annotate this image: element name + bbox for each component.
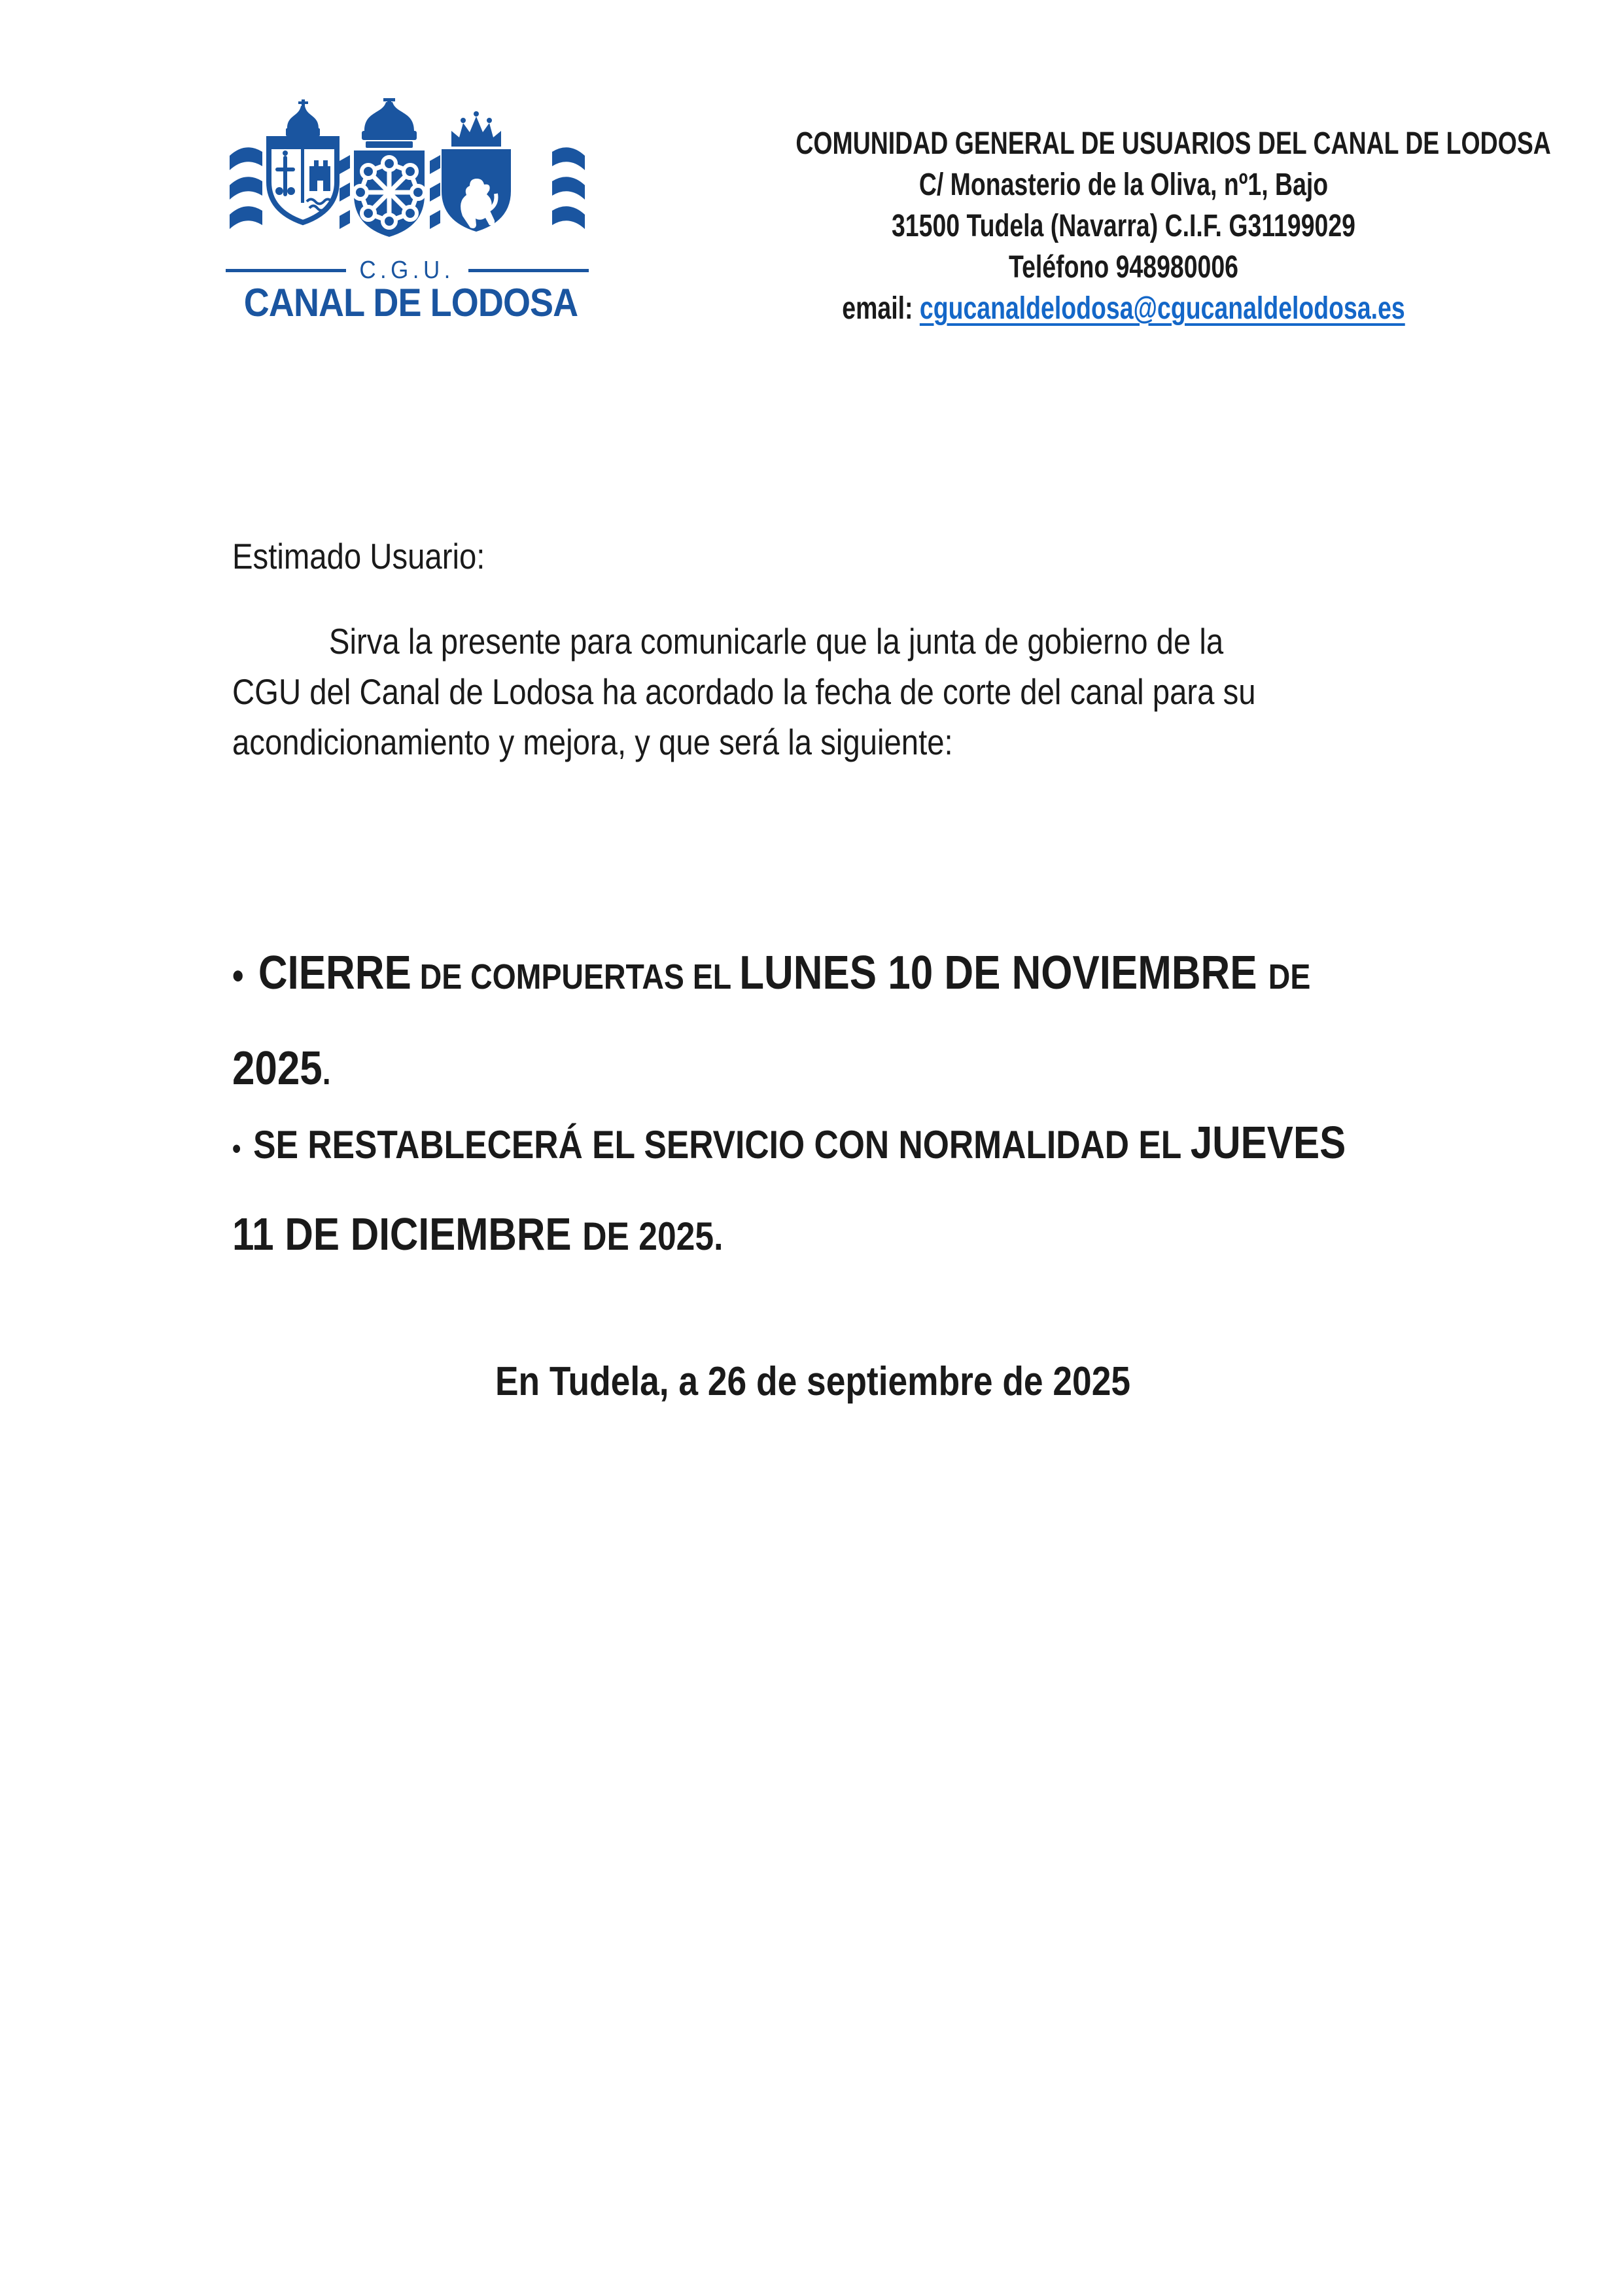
salutation: Estimado Usuario: — [232, 536, 485, 576]
logo-shields-icon — [226, 98, 589, 255]
paragraph-line: CGU del Canal de Lodosa ha acordado la fecha de corte del canal para su — [232, 671, 1256, 712]
bullet-text-segment: 11 DE DICIEMBRE — [232, 1209, 583, 1260]
logo-wordmark: CANAL DE LODOSA — [243, 281, 578, 325]
bullet-text-segment: DE 2025. — [582, 1214, 724, 1258]
open-crown-icon — [451, 116, 501, 147]
canal-de-lodosa-logo — [226, 98, 589, 325]
dateline: En Tudela, a 26 de septiembre de 2025 — [495, 1359, 1131, 1404]
mid-stripes-right-icon — [430, 155, 440, 229]
royal-crown-large-icon — [362, 98, 417, 148]
paragraph-line: acondicionamiento y mejora, y que será la siguiente: — [232, 722, 953, 762]
navarra-shield-icon — [354, 98, 425, 237]
org-email-line — [795, 288, 1451, 329]
email-label: email: — [842, 291, 920, 326]
org-phone: Teléfono 948980006 — [1008, 250, 1239, 285]
bullet-text-segment: SE RESTABLECERÁ EL SERVICIO CON NORMALIDAD EL — [253, 1123, 1191, 1167]
royal-crown-icon — [286, 99, 320, 136]
bullet-item-closure — [232, 932, 1310, 1123]
cgu-label: C.G.U. — [359, 256, 455, 284]
organization-header — [703, 123, 1551, 329]
left-waves-icon — [230, 147, 262, 229]
mid-stripes-left-icon — [340, 155, 350, 229]
left-rule — [226, 269, 346, 272]
bullet-1-line-1 — [232, 932, 1310, 1027]
org-city-cif: 31500 Tudela (Navarra) C.I.F. G31199029 — [891, 209, 1355, 243]
email-link[interactable]: cgucanaldelodosa@cgucanaldelodosa.es — [919, 291, 1405, 326]
bullet-text-segment: . — [322, 1053, 331, 1092]
leon-shield-icon — [442, 111, 511, 232]
cgu-divider-row — [226, 256, 589, 284]
body-paragraph — [232, 616, 1391, 768]
bullet-text-segment: JUEVES — [1190, 1117, 1346, 1168]
bullet-text-segment: 2025 — [232, 1042, 323, 1095]
bullet-text-segment: DE — [1268, 957, 1311, 997]
paragraph-line: Sirva la presente para comunicarle que la junta de gobierno de la — [328, 621, 1224, 662]
bullet-text-segment: DE COMPUERTAS EL — [411, 957, 740, 997]
right-rule — [468, 269, 589, 272]
bullet-text-segment: CIERRE — [258, 947, 411, 999]
tudela-shield-icon — [269, 99, 337, 222]
bullet-item-restore — [232, 1103, 1346, 1286]
org-address: C/ Monasterio de la Oliva, nº1, Bajo — [918, 168, 1329, 202]
bullet-2-line-2 — [232, 1195, 1346, 1286]
right-waves-icon — [552, 147, 585, 229]
bullet-text-segment: LUNES 10 DE NOVIEMBRE — [739, 947, 1268, 999]
org-name: COMUNIDAD GENERAL DE USUARIOS DEL CANAL DE LODOSA — [795, 126, 1551, 161]
bullet-marker: • — [232, 1133, 241, 1165]
bullet-marker: • — [232, 955, 244, 997]
bullet-2-line-1 — [232, 1103, 1346, 1195]
